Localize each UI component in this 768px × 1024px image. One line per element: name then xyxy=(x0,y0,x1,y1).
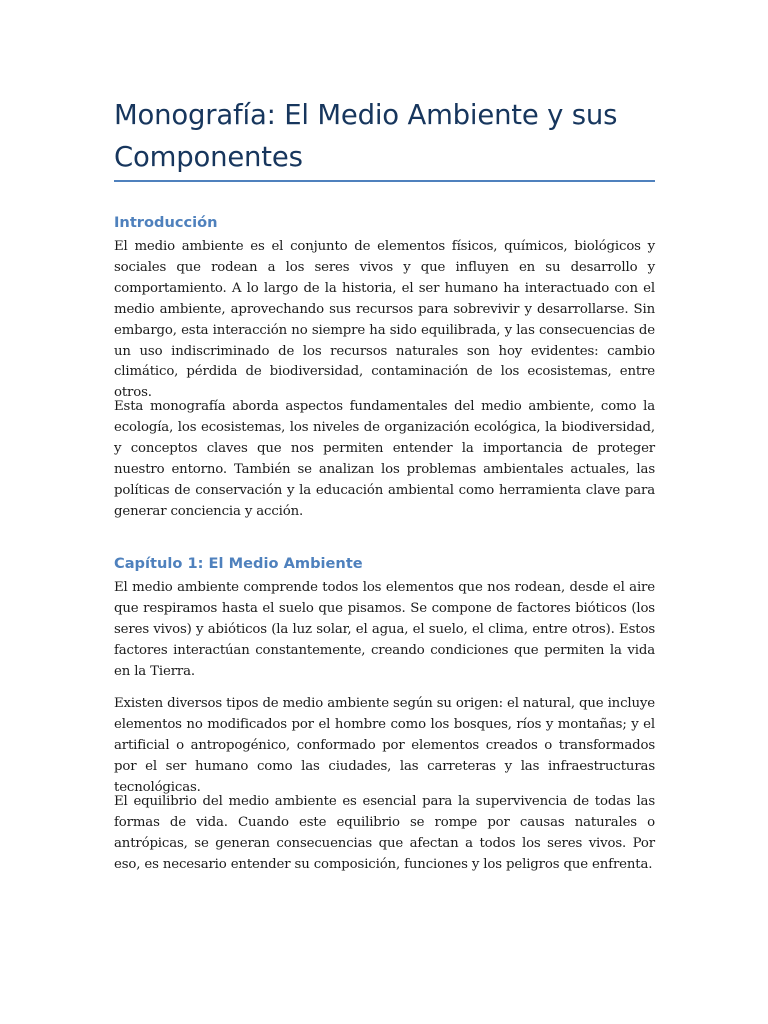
chapter1-paragraph-2: Existen diversos tipos de medio ambiente según su origen: el natural, que incluye elementos no modificados por el hombre como los bosques, ríos y montañas; y el artificial o antropogénico, conformado por elementos creados o transformados por el ser humano como las ciudades, las carreteras y las infraestructuras tecnológicas. xyxy=(114,696,655,795)
section-heading-introduccion: Introducción xyxy=(114,214,218,231)
document-title: Monografía: El Medio Ambiente y sus Componentes xyxy=(114,99,618,173)
chapter1-paragraph-3: El equilibrio del medio ambiente es esencial para la supervivencia de todas las formas de vida. Cuando este equilibrio se rompe por causas naturales o antrópicas, se generan consecuencias que afectan a todos los seres vivos. Por eso, es necesario entender su composición, funciones y los peligros que enfrenta. xyxy=(114,794,655,872)
chapter1-paragraph-1: El medio ambiente comprende todos los elementos que nos rodean, desde el aire que respiramos hasta el suelo que pisamos. Se compone de factores bióticos (los seres vivos) y abióticos (la luz solar, el agua, el suelo, el clima, entre otros). Estos factores interactúan constantemente, creando condiciones que permiten la vida en la Tierra. xyxy=(114,580,655,679)
intro-paragraph-2: Esta monografía aborda aspectos fundamentales del medio ambiente, como la ecología, los ecosistemas, los niveles de organización ecológica, la biodiversidad, y conceptos claves que nos permiten entender la importancia de proteger nuestro entorno. También se analizan los problemas ambientales actuales, las políticas de conservación y la educación ambiental como herramienta clave para generar conciencia y acción. xyxy=(114,399,655,519)
intro-paragraph-1: El medio ambiente es el conjunto de elementos físicos, químicos, biológicos y sociales que rodean a los seres vivos y que influyen en su desarrollo y comportamiento. A lo largo de la historia, el ser humano ha interactuado con el medio ambiente, aprovechando sus recursos para sobrevivir y desarrollarse. Sin embargo, esta interacción no siempre ha sido equilibrada, y las consecuencias de un uso indiscriminado de los recursos naturales son hoy evidentes: cambio climático, pérdida de biodiversidad, contaminación de los ecosistemas, entre otros. xyxy=(114,239,655,401)
title-underline xyxy=(114,180,655,182)
section-heading-capitulo-1: Capítulo 1: El Medio Ambiente xyxy=(114,555,363,572)
